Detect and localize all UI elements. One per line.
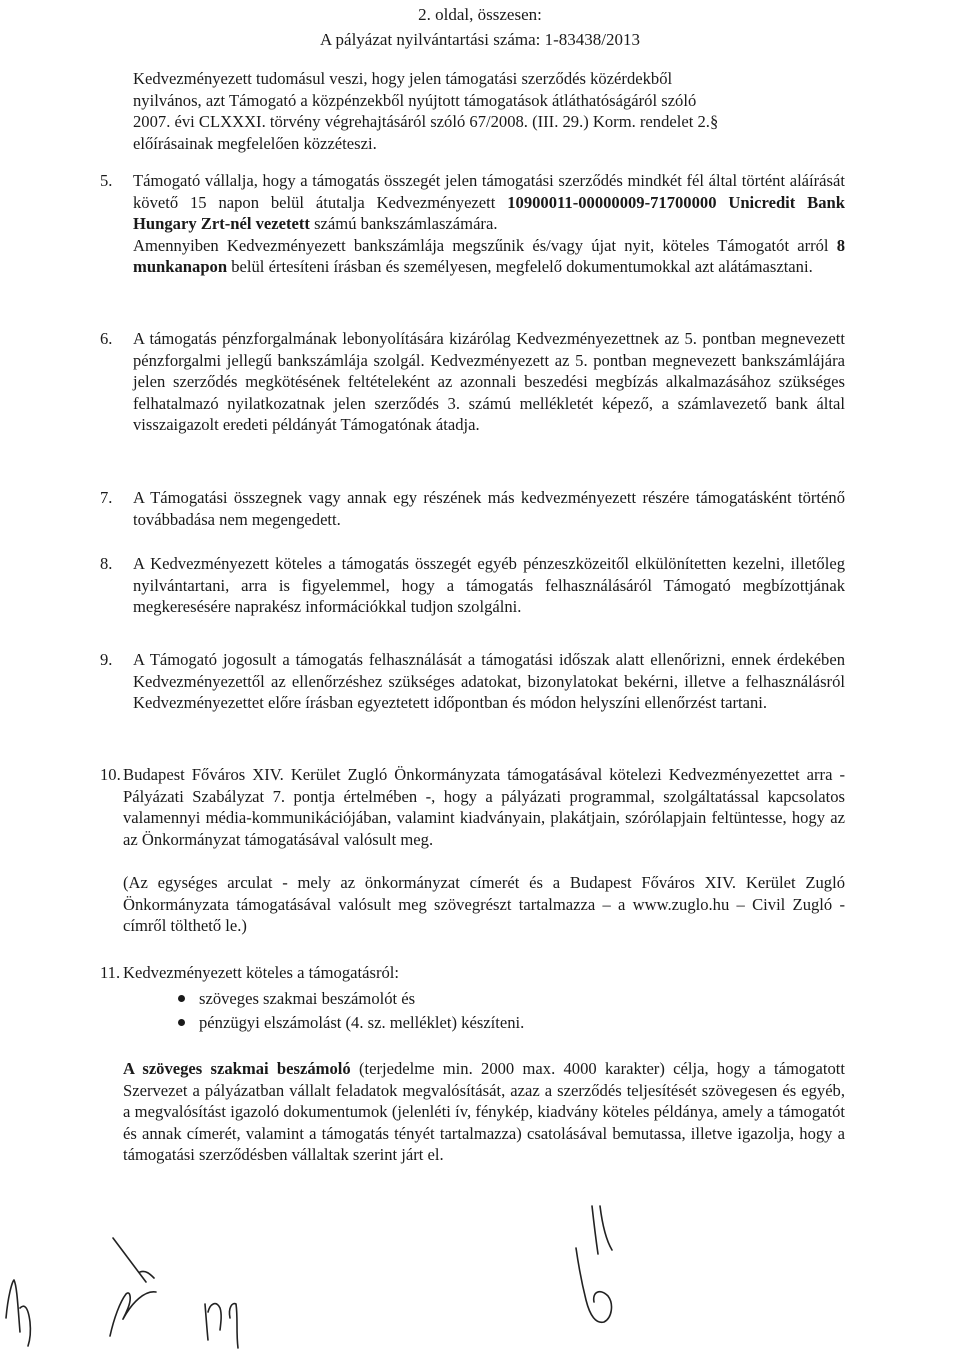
page-number-label: 2. oldal, összesen: [418,5,542,24]
report-paragraph [123,1058,845,1166]
bullet-icon [178,995,185,1002]
item-number: 11. [100,963,121,982]
item-6-paragraph: A támogatás pénzforgalmának lebonyolítására kizárólag Kedvezményezettnek az 5. pontban megnevezett pénzforgalmi jellegű bankszámlája szolgál. Kedvezményezett az 5. pontban megnevezett bankszámlájára jelen szerződés megkötésének feltételeként az azonnali beszedési megbízás alkalmazásához szükséges felhatalmazó nyilatkozatnak jelen szerződés 3. számú mellékletét képező, a számlavezető bank által visszaigazolt eredeti példányát Támogatónak átadja. [133,329,845,434]
initial-3 [205,1304,238,1348]
item-number: 10. [100,765,121,784]
item-5-account-change-end: belül értesíteni írásban és személyesen, megfelelő dokumentumokkal azt alátámasztani. [227,257,813,276]
item-number: 9. [100,650,113,669]
item-number: 7. [100,488,113,507]
intro-paragraph [133,68,843,154]
handwritten-initials [0,1200,960,1352]
intro-line: 2007. évi CLXXXI. törvény végrehajtásáról szóló 67/2008. (III. 29.) Korm. rendelet 2.§ [133,112,719,131]
list-item-text: szöveges szakmai beszámolót és [199,989,416,1008]
bank-account-number: 10900011-00000009-71700000 Unicredit Bank Hungary Zrt-nél vezetett [133,192,845,233]
item-10-paragraph: Budapest Főváros XIV. Kerület Zugló Önkormányzata támogatásával kötelezi Kedvezményezettet arra - Pályázati Szabályzat 7. pontja értelmében -, hogy a pályázati programmal, szolgáltatással kapcsolatos valamennyi média-kommunikációjában, valamint kiadványain, plakátjain, szórólapjain feltüntesse, hogy az az Önkormányzat támogatásával valósult meg. [123,765,845,849]
item-5-text: Támogató vállalja, hogy a támogatás összegét jelen támogatási szerződés mindkét fél által történt aláírását követő 15 napon belül átutalja Kedvezményezett [133,171,845,212]
initial-2 [110,1238,156,1336]
file-number-label: A pályázat nyilvántartási száma: 1-83438/2013 [319,30,641,49]
bullet-icon [178,1019,185,1026]
intro-line: előírásainak megfelelően közzéteszi. [133,133,377,153]
item-number: 5. [100,171,113,190]
item-5-account-change: Amennyiben Kedvezményezett bankszámlája megszűnik és/vagy újat nyit, köteles Támogatót arról [133,235,837,255]
deadline-days: 8 munkanapon [133,235,845,276]
intro-line: nyilvános, azt Támogató a közpénzekből nyújtott támogatások átláthatóságáról szóló [133,90,697,110]
item-10-note: (Az egységes arculat - mely az önkormányzat címerét és a Budapest Főváros XIV. Kerület Zugló Önkormányzata támogatásával valósult meg szövegrészt tartalmazza – a www.zuglo.hu – Civil Zugló - címről tölthető le.) [123,873,845,935]
item-number: 8. [100,554,113,573]
initial-1 [6,1280,30,1346]
list-item [178,1012,524,1034]
report-title: A szöveges szakmai beszámoló [123,1059,351,1078]
item-8-paragraph: A Kedvezményezett köteles a támogatás összegét egyéb pénzeszközeitől elkülönítetten kezelni, illetőleg nyilvántartani, arra is figyelemmel, hogy a támogatás felhasználásáról Támogató megbízottjának megkeresésére naprakész információkkal tudjon szolgálni. [133,554,845,616]
report-text: (terjedelme min. 2000 max. 4000 karakter) célja, hogy a támogatott Szervezet a pályázatban vállalt feladatok megvalósítását, azaz a szerződés teljesítését szövegesen és egyéb, a megvalósítást igazoló dokumentumok (jelenléti ív, fénykép, kiadvány köteles példánya, amely a támogatót és annak címerét, valamint a támogatás tényét tartalmazza) csatolásával bemutassa, illetve igazolja, hogy a támogatási szerződésben vállaltak szerint járt el. [123,1059,845,1164]
intro-line: Kedvezményezett tudomásul veszi, hogy jelen támogatási szerződés közérdekből [133,69,673,88]
item-5-paragraph [133,170,845,278]
item-11-paragraph: Kedvezményezett köteles a támogatásról: [123,963,399,982]
item-9-paragraph: A Támogató jogosult a támogatás felhasználását a támogatási időszak alatt ellenőrizni, ennek érdekében Kedvezményezettől az ellenőrzéshez szükséges adatokat, bizonylatokat bekérni, illetve a felhasználásról Kedvezményezettet előre írásban egyeztetett időpontban és módon helyszíni ellenőrzést tartani. [133,650,845,712]
list-item [178,988,415,1010]
item-5-text-end: számú bankszámlaszámára. [309,214,498,233]
item-number: 6. [100,329,113,348]
initial-4 [576,1206,612,1322]
item-7-paragraph: A Támogatási összegnek vagy annak egy részének más kedvezményezett részére támogatásként történő továbbadása nem megengedett. [133,488,845,529]
list-item-text: pénzügyi elszámolást (4. sz. melléklet) készíteni. [199,1013,525,1032]
